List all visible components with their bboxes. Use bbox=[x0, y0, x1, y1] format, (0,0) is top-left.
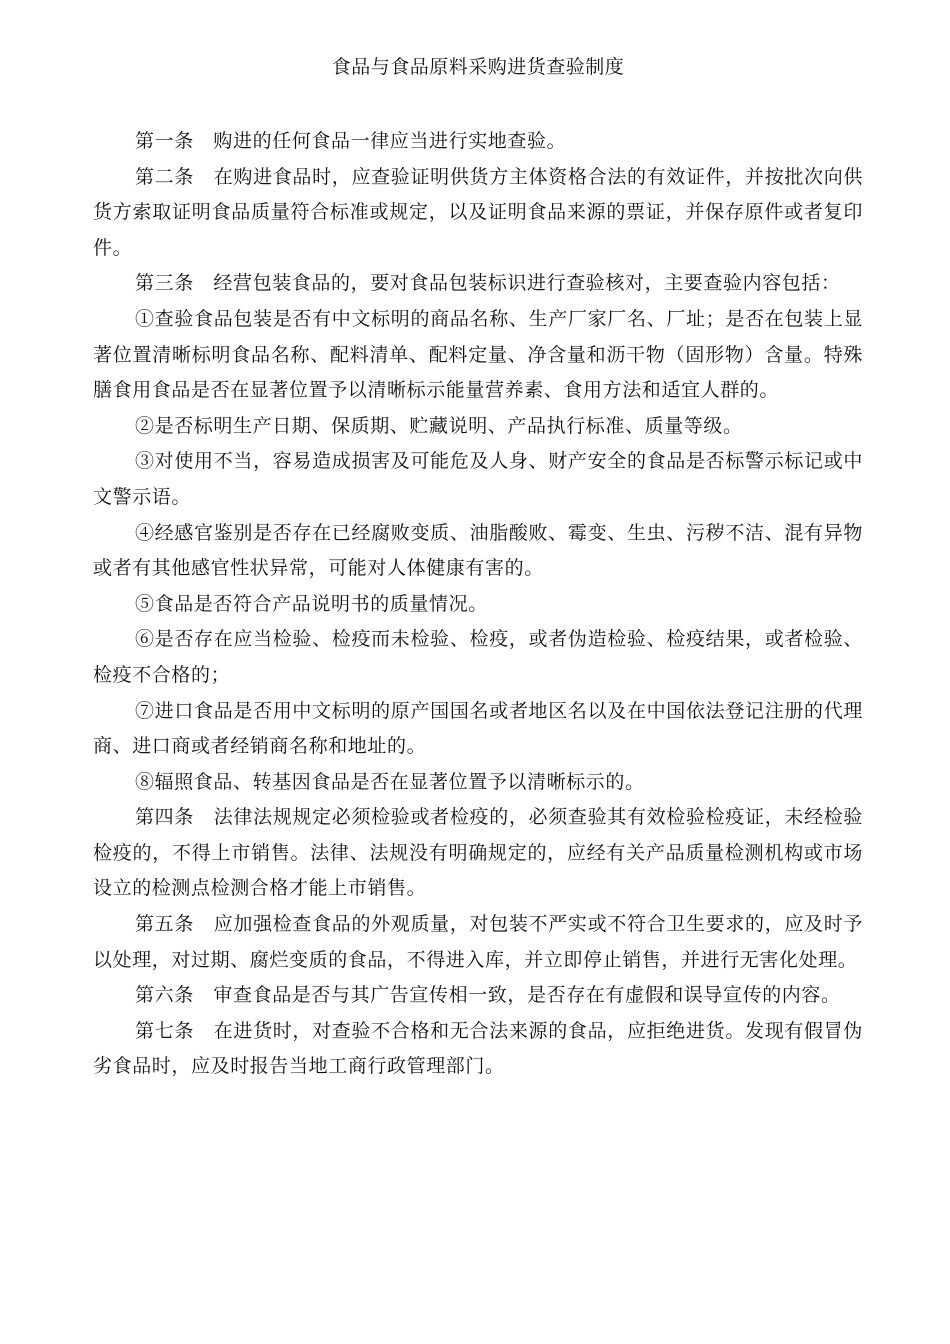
article-5: 第五条 应加强检查食品的外观质量，对包装不严实或不符合卫生要求的，应及时予以处理，对过期、腐烂变质的食品，不得进入库，并立即停止销售，并进行无害化处理。 bbox=[93, 913, 863, 971]
article-1: 第一条 购进的任何食品一律应当进行实地查验。 bbox=[135, 130, 567, 152]
check-item-3: ③对使用不当，容易造成损害及可能危及人身、财产安全的食品是否标警示标记或中文警示语。 bbox=[93, 450, 863, 508]
check-item-4: ④经感官鉴别是否存在已经腐败变质、油脂酸败、霉变、生虫、污秽不洁、混有异物或者有其他感官性状异常，可能对人体健康有害的。 bbox=[93, 521, 863, 580]
check-item-7: ⑦进口食品是否用中文标明的原产国国名或者地区名以及在中国依法登记注册的代理商、进口商或者经销商名称和地址的。 bbox=[93, 699, 863, 758]
document-body bbox=[93, 124, 863, 1085]
check-item-5: ⑤食品是否符合产品说明书的质量情况。 bbox=[135, 592, 488, 615]
article-4: 第四条 法律法规规定必须检验或者检疫的，必须查验其有效检验检疫证，未经检验检疫的，不得上市销售。法律、法规没有明确规定的，应经有关产品质量检测机构或市场设立的检测点检测合格才能上市销售。 bbox=[93, 806, 863, 900]
check-item-2: ②是否标明生产日期、保质期、贮藏说明、产品执行标准、质量等级。 bbox=[135, 414, 743, 437]
article-2: 第二条 在购进食品时，应查验证明供货方主体资格合法的有效证件，并按批次向供货方索取证明食品质量符合标准或规定，以及证明食品来源的票证，并保存原件或者复印件。 bbox=[93, 165, 863, 259]
check-item-8: ⑧辐照食品、转基因食品是否在显著位置予以清晰标示的。 bbox=[135, 770, 645, 793]
check-item-6: ⑥是否存在应当检验、检疫而未检验、检疫，或者伪造检验、检疫结果，或者检验、检疫不合格的； bbox=[93, 628, 863, 686]
article-6: 第六条 审查食品是否与其广告宣传相一致，是否存在有虚假和误导宣传的内容。 bbox=[135, 984, 841, 1007]
document-page bbox=[93, 52, 863, 1085]
article-3: 第三条 经营包装食品的，要对食品包装标识进行查验核对，主要查验内容包括： bbox=[135, 272, 841, 295]
check-item-1: ①查验食品包装是否有中文标明的商品名称、生产厂家厂名、厂址；是否在包装上显著位置清晰标明食品名称、配料清单、配料定量、净含量和沥干物（固形物）含量。特殊膳食用食品是否在显著位置予以清晰标示能量营养素、食用方法和适宜人群的。 bbox=[93, 307, 863, 402]
document-title: 食品与食品原料采购进货查验制度 bbox=[331, 56, 625, 78]
article-7: 第七条 在进货时，对查验不合格和无合法来源的食品，应拒绝进货。发现有假冒伪劣食品时，应及时报告当地工商行政管理部门。 bbox=[93, 1019, 863, 1078]
